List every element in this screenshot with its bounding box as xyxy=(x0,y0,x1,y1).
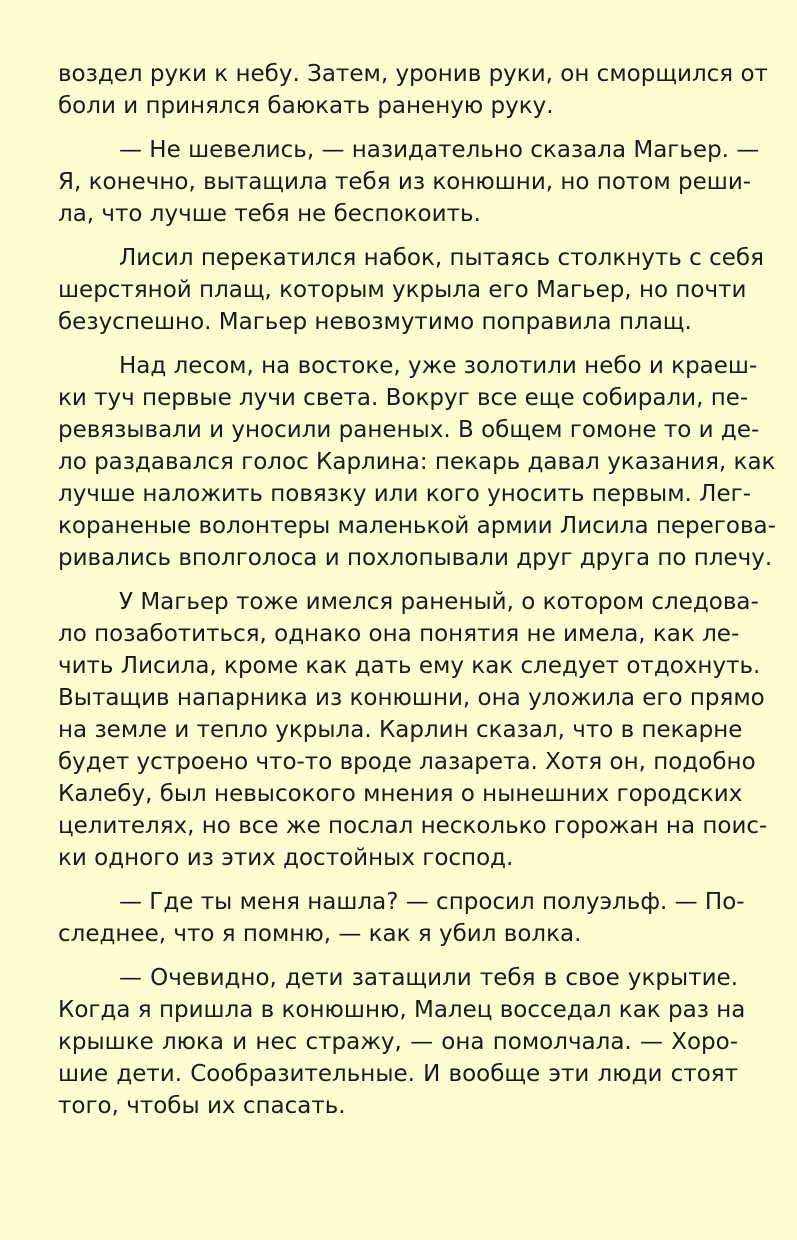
paragraph xyxy=(58,586,768,874)
text-line: безуспешно. Магьер невозмутимо поправила плащ. xyxy=(58,309,692,335)
text-line: ло позаботиться, однако она понятия не имела, как ле- xyxy=(58,621,740,647)
text-line: боли и принялся баюкать раненую руку. xyxy=(58,93,554,119)
text-line: ки туч первые лучи света. Вокруг все еще собирали, пе- xyxy=(58,385,749,411)
text-line: чить Лисила, кроме как дать ему как следует отдохнуть. xyxy=(58,653,761,679)
text-line: ривались вполголоса и похлопывали друг друга по плечу. xyxy=(58,545,773,571)
text-line: ки одного из этих достойных господ. xyxy=(58,845,514,871)
text-line: Я, конечно, вытащила тебя из конюшни, но потом реши- xyxy=(58,169,752,195)
text-line: крышке люка и нес стражу, — она помолчала. — Хоро- xyxy=(58,1029,738,1055)
paragraph xyxy=(58,134,760,230)
text-line: шие дети. Сообразительные. И вообще эти люди стоят xyxy=(58,1061,738,1087)
text-line: Над лесом, на востоке, уже золотили небо и краеш- xyxy=(119,353,758,379)
text-line: У Магьер тоже имелся раненый, о котором следова- xyxy=(119,589,759,615)
paragraph xyxy=(58,886,745,950)
paragraph xyxy=(58,962,746,1122)
text-line: кораненые волонтеры маленькой армии Лисила перегова- xyxy=(58,513,776,539)
text-line: ревязывали и уносили раненых. В общем гомоне то и де- xyxy=(58,417,760,443)
text-line: следнее, что я помню, — как я убил волка. xyxy=(58,921,582,947)
text-line: шерстяной плащ, которым укрыла его Магьер, но почти xyxy=(58,277,747,303)
text-line: ла, что лучше тебя не беспокоить. xyxy=(58,201,481,227)
text-line: на земле и тепло укрыла. Карлин сказал, что в пекарне xyxy=(58,717,743,743)
text-line: воздел руки к небу. Затем, уронив руки, он сморщился от xyxy=(58,61,768,87)
paragraph xyxy=(58,58,768,122)
text-line: лучше наложить повязку или кого уносить первым. Лег- xyxy=(58,481,752,507)
text-line: — Где ты меня нашла? — спросил полуэльф. — По- xyxy=(119,889,745,915)
paragraph xyxy=(58,242,764,338)
text-line: — Очевидно, дети затащили тебя в свое укрытие. xyxy=(119,965,738,991)
paragraph xyxy=(58,350,776,574)
text-line: Калебу, был невысокого мнения о нынешних городских xyxy=(58,781,743,807)
text-line: — Не шевелись, — назидательно сказала Магьер. — xyxy=(119,137,760,163)
text-line: целителях, но все же послал несколько горожан на поис- xyxy=(58,813,768,839)
text-line: того, чтобы их спасать. xyxy=(58,1093,346,1119)
text-line: Вытащив напарника из конюшни, она уложила его прямо xyxy=(58,685,765,711)
text-line: ло раздавался голос Карлина: пекарь давал указания, как xyxy=(58,449,776,475)
text-line: будет устроено что-то вроде лазарета. Хотя он, подобно xyxy=(58,749,756,775)
text-line: Когда я пришла в конюшню, Малец восседал как раз на xyxy=(58,997,746,1023)
book-page xyxy=(58,58,776,1134)
text-line: Лисил перекатился набок, пытаясь столкнуть с себя xyxy=(119,245,764,271)
